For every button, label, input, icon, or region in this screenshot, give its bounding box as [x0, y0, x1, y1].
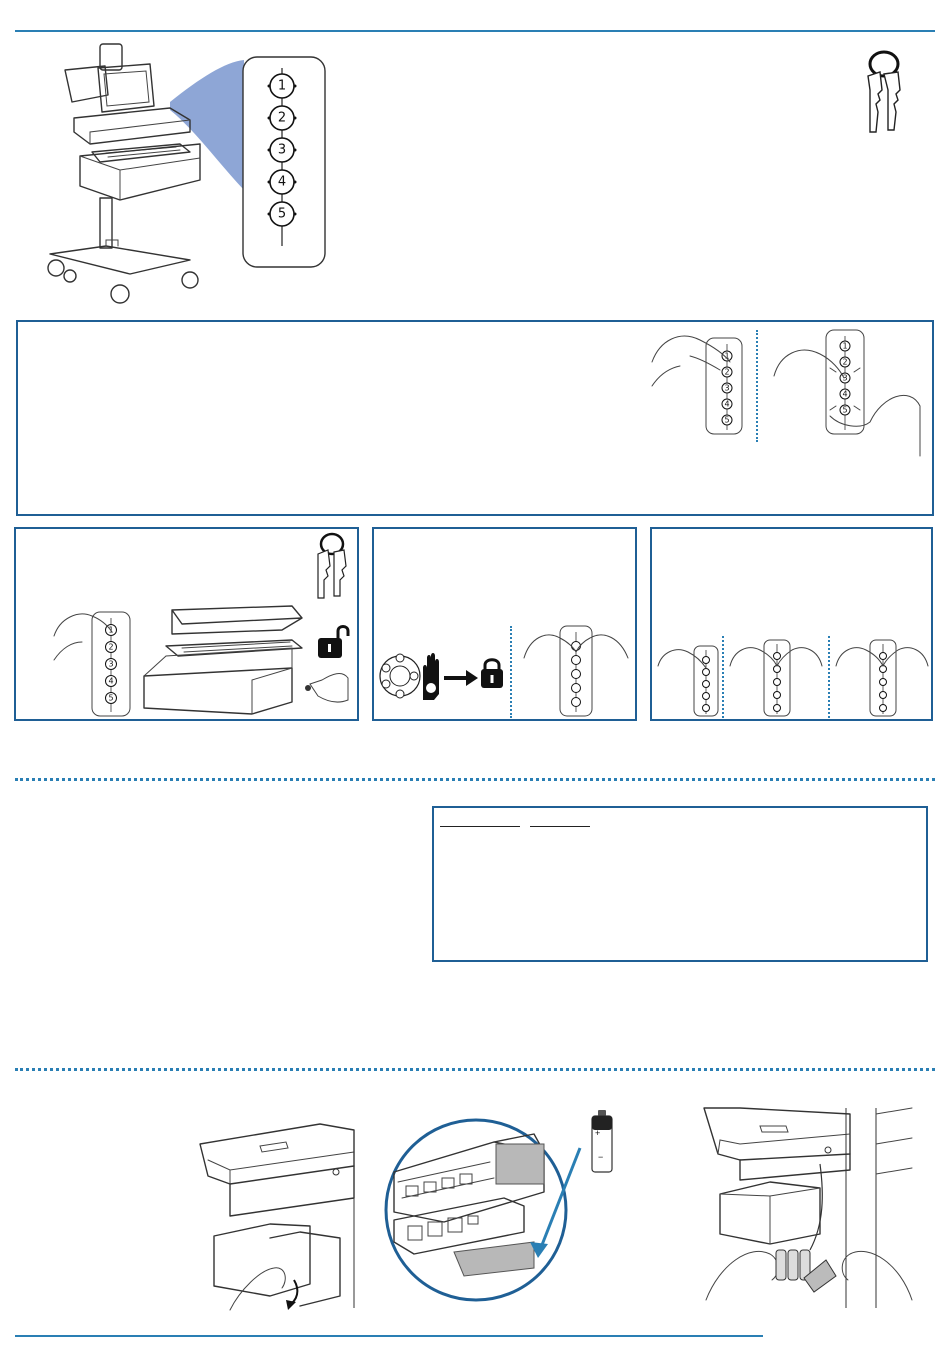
hand-icon: [420, 654, 442, 702]
arrow-right-icon: [444, 668, 480, 688]
svg-text:1: 1: [277, 78, 287, 94]
hand-keypad-illustration-4: [520, 622, 630, 718]
svg-text:4: 4: [108, 676, 114, 686]
svg-text:4: 4: [724, 399, 730, 409]
svg-text:1: 1: [724, 351, 730, 361]
svg-text:1: 1: [842, 341, 848, 351]
table-panel: [432, 806, 928, 962]
battery-icon: [588, 1108, 616, 1174]
svg-text:1: 1: [108, 625, 114, 635]
battery-plus-label: +: [595, 1128, 601, 1138]
svg-text:2: 2: [108, 642, 114, 652]
panel-divider: [722, 636, 724, 718]
battery-minus-label: −: [598, 1152, 604, 1162]
table-header-col-2: [530, 826, 590, 827]
lock-icon: [480, 656, 504, 690]
panel-divider: [828, 636, 830, 718]
panel-divider: [510, 626, 512, 718]
svg-text:4: 4: [842, 389, 848, 399]
svg-text:5: 5: [108, 693, 114, 703]
bottom-rule: [15, 1335, 763, 1337]
section-divider: [15, 778, 935, 781]
keypad-circle-icon: [378, 648, 422, 704]
hand-keypad-illustration-1: [650, 326, 750, 436]
svg-text:5: 5: [277, 206, 287, 222]
section-divider: [15, 1068, 935, 1071]
svg-text:5: 5: [724, 415, 730, 425]
svg-text:3: 3: [724, 383, 730, 393]
svg-text:2: 2: [277, 110, 287, 126]
svg-text:2: 2: [724, 367, 730, 377]
hand-keypad-illustration-5: [656, 642, 722, 718]
svg-text:4: 4: [277, 174, 287, 190]
svg-text:5: 5: [842, 405, 848, 415]
keys-icon: [312, 532, 352, 602]
keys-icon: [858, 50, 914, 136]
battery-compartment-zoom: [384, 1102, 568, 1302]
top-rule: [15, 30, 935, 32]
hand-keypad-illustration-6: [728, 636, 824, 718]
battery-insert-illustration: [700, 1104, 920, 1312]
svg-text:3: 3: [108, 659, 114, 669]
svg-text:2: 2: [842, 357, 848, 367]
drawer-key-illustration: [142, 604, 352, 716]
svg-text:3: 3: [842, 373, 848, 383]
panel-divider: [756, 330, 758, 442]
table-header-col-1: [440, 826, 520, 827]
hand-keypad-illustration-7: [834, 636, 930, 718]
keypad-callout: [242, 56, 326, 268]
hand-keypad-illustration-2: [770, 326, 930, 466]
svg-text:3: 3: [277, 142, 287, 158]
hand-keypad-illustration-3: [52, 606, 142, 718]
unlock-icon: [316, 622, 352, 660]
battery-door-illustration: [190, 1120, 370, 1312]
